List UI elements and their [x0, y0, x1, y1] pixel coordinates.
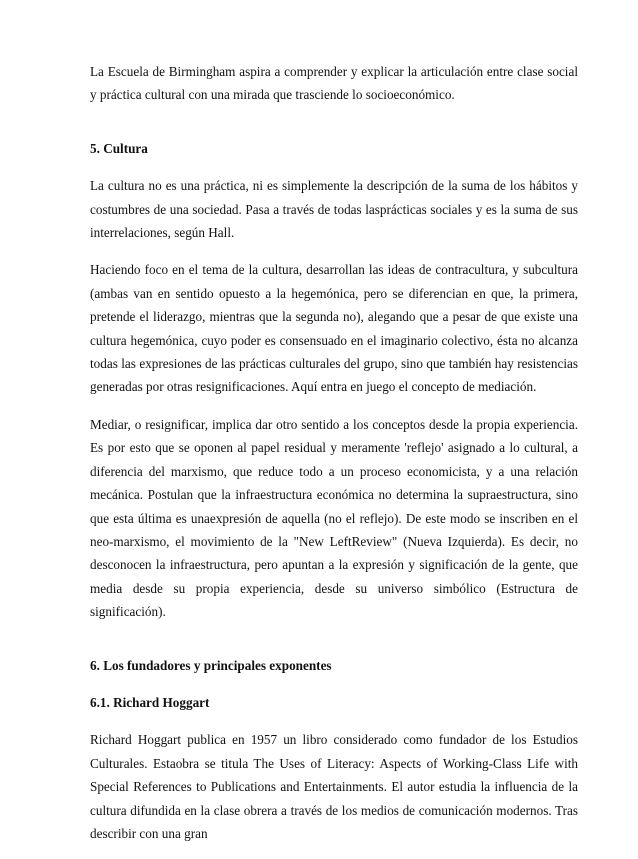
heading-fundadores: 6. Los fundadores y principales exponentes [90, 657, 332, 673]
paragraph-mediacion: Mediar, o resignificar, implica dar otro sentido a los conceptos desde la propia experiencia. Es por esto que se oponen al papel residual y meramente 'reflejo' asignado a lo cultural, a diferencia del marxismo, que reduce todo a un proceso economicista, y a una relación mecánica. Postulan que la infraestructura económica no determina la supraestructura, sino que esta última es unaexpresión de aquella (no el reflejo). De este modo se inscriben en el neo-marxismo, el movimiento de la "New LeftReview" (Nueva Izquierda). Es decir, no desconocen la infraestructura, pero apuntan a la expresión y significación de la gente, que media desde su propia experiencia, desde su universo simbólico (Estructura de significación). [90, 416, 578, 620]
paragraph-cultura-definicion: La cultura no es una práctica, ni es simplemente la descripción de la suma de los hábitos y costumbres de una sociedad. Pasa a través de todas lasprácticas sociales y es la suma de sus interrelaciones, según Hall. [90, 178, 578, 241]
heading-richard-hoggart: 6.1. Richard Hoggart [90, 694, 210, 710]
paragraph-contracultura: Haciendo foco en el tema de la cultura, desarrollan las ideas de contracultura, y subcultura (ambas van en sentido opuesto a la hegemónica, pero se diferencian en que, la primera, pretende el liderazgo, mientras que la segunda no), alegando que a pesar de que existe una cultura hegemónica, cuyo poder es consensuado en el imaginario colectivo, ésta no alcanza todas las expresiones de las prácticas culturales del grupo, sino que también hay resistencias generadas por otras resignificaciones. Aquí entra en juego el concepto de mediación. [90, 262, 578, 395]
document-page [90, 60, 578, 859]
paragraph-hoggart: Richard Hoggart publica en 1957 un libro considerado como fundador de los Estudios Culturales. Estaobra se titula The Uses of Literacy: Aspects of Working-Class Life with Special References to Publications and Entertainments. El autor estudia la influencia de la cultura difundida en la clase obrera a través de los medios de comunicación modernos. Tras describir con una gran [90, 732, 578, 841]
paragraph-birmingham: La Escuela de Birmingham aspira a comprender y explicar la articulación entre clase social y práctica cultural con una mirada que trasciende lo socioeconómico. [90, 64, 578, 103]
heading-cultura: 5. Cultura [90, 140, 148, 156]
